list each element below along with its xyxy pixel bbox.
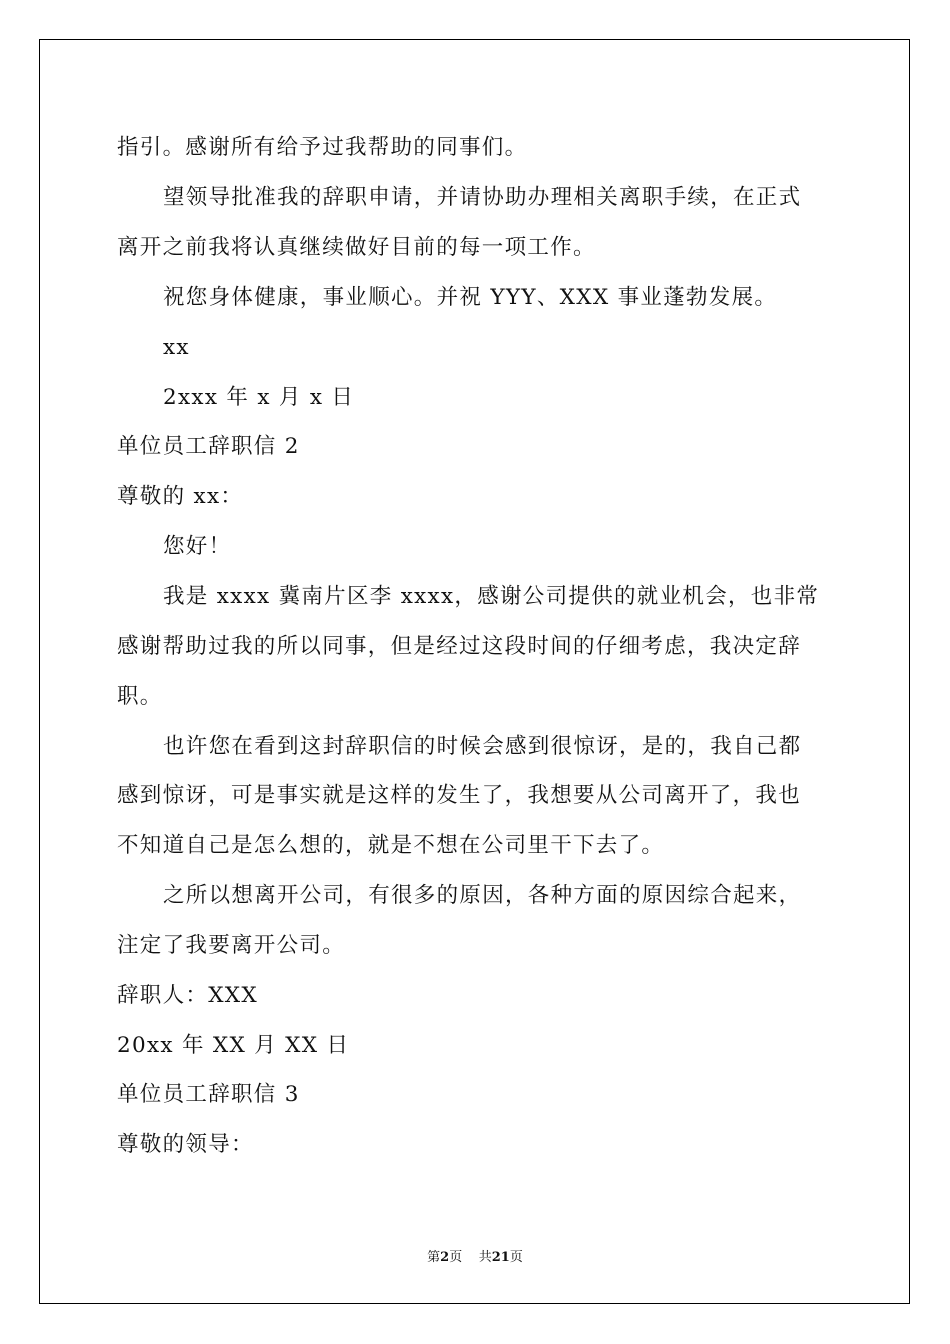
text-line: 注定了我要离开公司。: [117, 933, 346, 958]
salutation: 尊敬的领导：: [117, 1132, 254, 1157]
text-line: 望领导批准我的辞职申请，并请协助办理相关离职手续，在正式: [163, 185, 802, 210]
text-line: 我是 xxxx 冀南片区李 xxxx，感谢公司提供的就业机会，也非常: [163, 584, 820, 609]
section-heading: 单位员工辞职信 3: [117, 1082, 300, 1107]
footer-page-prefix: 第: [427, 1250, 441, 1265]
section-heading: 单位员工辞职信 2: [117, 434, 300, 459]
page-footer: [0, 1246, 950, 1265]
text-line: 职。: [117, 684, 163, 709]
footer-total-prefix: 共: [478, 1250, 492, 1265]
text-line: 感到惊讶，可是事实就是这样的发生了，我想要从公司离开了，我也: [117, 783, 802, 808]
text-line: 祝您身体健康，事业顺心。并祝 YYY、XXX 事业蓬勃发展。: [163, 285, 778, 310]
text-line: 不知道自己是怎么想的，就是不想在公司里干下去了。: [117, 833, 665, 858]
footer-page-suffix: 页: [449, 1250, 463, 1265]
footer-total-suffix: 页: [509, 1250, 523, 1265]
signature-date: 20xx 年 XX 月 XX 日: [117, 1033, 350, 1058]
text-line: 指引。感谢所有给予过我帮助的同事们。: [117, 135, 528, 160]
text-line: 离开之前我将认真继续做好目前的每一项工作。: [117, 235, 596, 260]
footer-total-pages: 21: [491, 1250, 510, 1265]
page-frame: [39, 39, 910, 1304]
text-line: 也许您在看到这封辞职信的时候会感到很惊讶，是的，我自己都: [163, 734, 802, 759]
text-line: 感谢帮助过我的所以同事，但是经过这段时间的仔细考虑，我决定辞: [117, 634, 802, 659]
signature-name: 辞职人：XXX: [117, 983, 259, 1008]
text-line: 之所以想离开公司，有很多的原因，各种方面的原因综合起来，: [163, 883, 802, 908]
greeting: 您好！: [163, 534, 232, 559]
footer-page-number: 2: [440, 1250, 450, 1265]
signature-date: 2xxx 年 x 月 x 日: [163, 385, 355, 410]
salutation: 尊敬的 xx：: [117, 484, 244, 509]
signature-name: xx: [163, 335, 190, 360]
